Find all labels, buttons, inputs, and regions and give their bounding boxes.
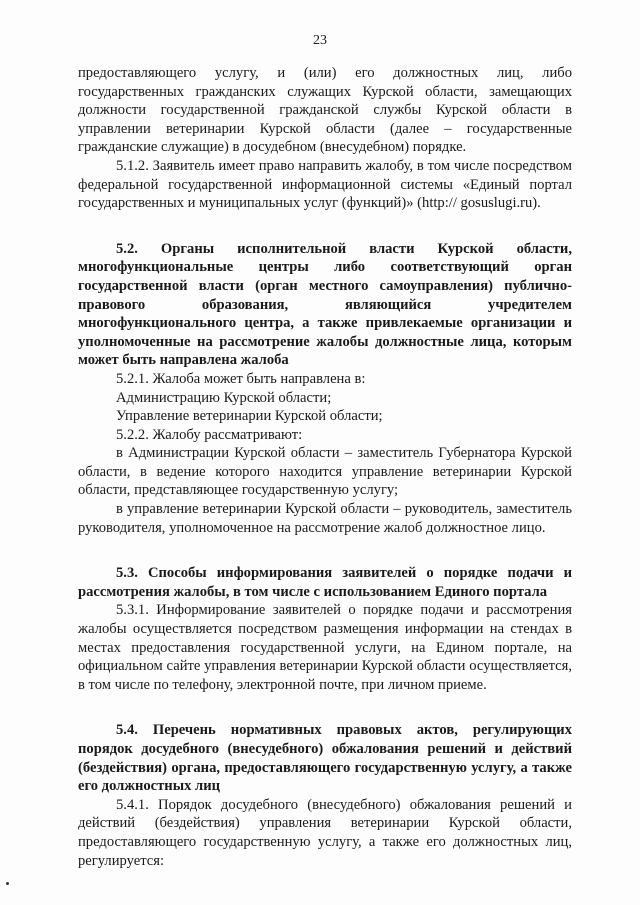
list-item-administration: Администрацию Курской области; — [116, 389, 332, 406]
paragraph-5-2-2: 5.2.2. Жалобу рассматривают: — [116, 426, 303, 443]
paragraph-5-1-2: 5.1.2. Заявитель имеет право направить жалобу, в том числе посредством федеральной государственной информационной системы «Единый портал государственных и муниципальных услуг (функций)» (http:// gosuslugi.ru). — [78, 157, 572, 212]
page-number: 23 — [313, 33, 327, 48]
document-body — [78, 64, 572, 870]
paragraph-5-4-1: 5.4.1. Порядок досудебного (внесудебного) обжалования решений и действий (бездействия) управления ветеринарии Курской области, предоставляющего государственную услугу, а также его должностных лиц, регулируется: — [78, 796, 572, 869]
section-heading-5-4: 5.4. Перечень нормативных правовых актов, регулирующих порядок досудебного (внесудебного) обжалования решений и действий (бездействия) органа, предоставляющего государственную услугу, а также его должностных лиц — [78, 722, 572, 795]
paragraph-5-2-1: 5.2.1. Жалоба может быть направлена в: — [116, 370, 366, 387]
paragraph-5-3-1: 5.3.1. Информирование заявителей о порядке подачи и рассмотрения жалобы осуществляется посредством размещения информации на стендах в местах предоставления государственной услуги, на Едином портале, на официальном сайте управления ветеринарии Курской области осуществляется, в том числе по телефону, электронной почте, при личном приеме. — [78, 602, 572, 693]
paragraph-continued: предоставляющего услугу, и (или) его должностных лиц, либо государственных гражданских служащих Курской области, замещающих должности государственной гражданской службы Курской области в управлении ветеринарии Курской области (далее – государственные гражданские служащие) в досудебном (внесудебном) порядке. — [78, 65, 572, 156]
paragraph-administration-reviewer: в Администрации Курской области – заместитель Губернатора Курской области, в ведение которого находится управление ветеринарии Курской области, представляющее государственную услугу; — [78, 445, 572, 499]
scan-mark — [6, 882, 9, 885]
section-heading-5-3: 5.3. Способы информирования заявителей о порядке подачи и рассмотрения жалобы, в том числе с использованием Единого портала — [78, 565, 572, 600]
spacer — [78, 537, 572, 564]
spacer — [78, 213, 572, 240]
paragraph-veterinary-reviewer: в управление ветеринарии Курской области – руководитель, заместитель руководителя, уполномоченное на рассмотрение жалоб должностное лицо. — [78, 501, 572, 536]
list-item-veterinary-office: Управление ветеринарии Курской области; — [116, 408, 383, 425]
spacer — [78, 694, 572, 721]
section-heading-5-2: 5.2. Органы исполнительной власти Курской области, многофункциональные центры либо соответствующий орган государственной власти (орган местного самоуправления) публично-правового образования, являющийся учредителем многофункционального центра, а также привлекаемые организации и уполномоченные на рассмотрение жалобы должностные лица, которым может быть направлена жалоба — [78, 240, 572, 369]
